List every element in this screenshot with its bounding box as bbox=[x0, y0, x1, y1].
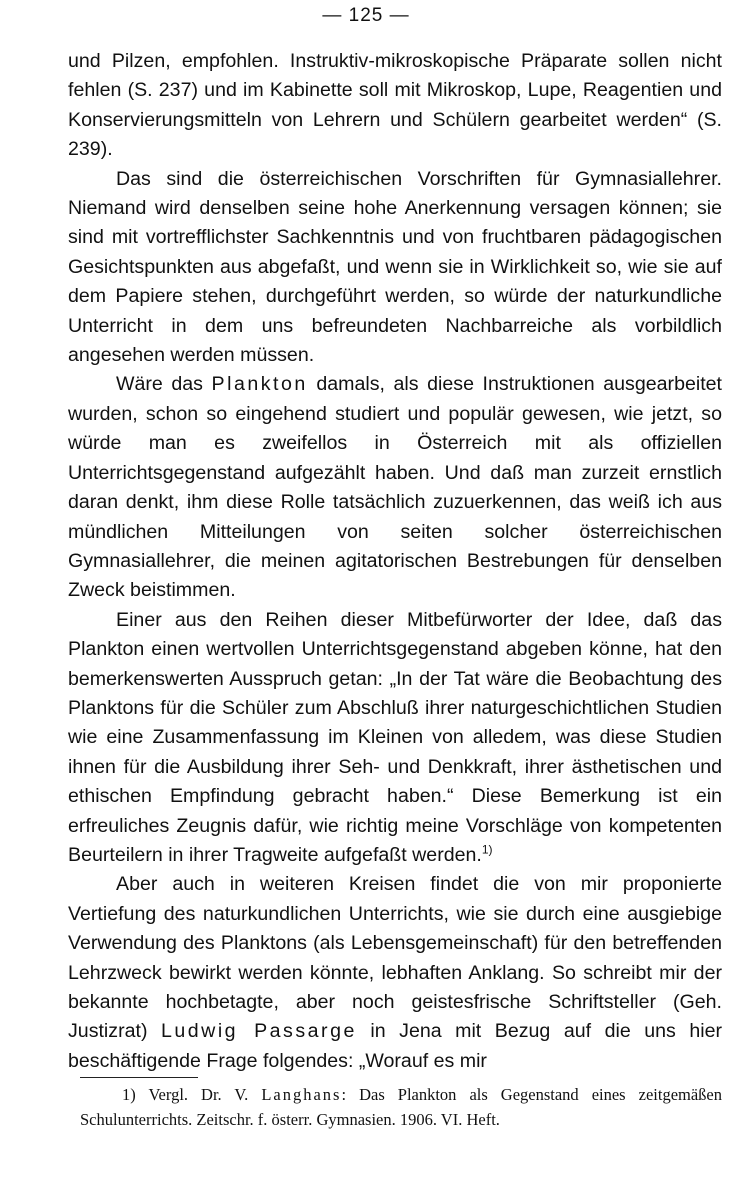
footnote bbox=[80, 1082, 722, 1132]
text-run: damals, als diese Instruktionen ausgearbeitet wurden, schon so eingehend studiert und populär gewesen, wie jetzt, so würde man es zweifellos in Österreich mit als offiziellen Unterrichtsgegenstand aufgezählt haben. Und daß man zurzeit ernstlich daran denkt, ihm diese Rolle tatsächlich zuzuerkennen, das weiß ich aus mündlichen Mitteilungen von seiten solcher österreichischen Gymnasiallehrer, die meinen agitatorischen Bestrebungen für denselben Zweck beistimmen. bbox=[68, 373, 723, 602]
paragraph bbox=[68, 165, 722, 371]
footnote-marker: 1) bbox=[481, 842, 493, 857]
text-run: und Pilzen, empfohlen. Instruktiv-mikroskopische Präparate sollen nicht fehlen (S. 237) und im Kabinette soll mit Mikroskop, Lupe, Reagentien und Konservierungsmitteln von Lehrern und Schülern gearbeitet werden“ (S. 239). bbox=[68, 50, 722, 161]
footnote-rule bbox=[80, 1077, 198, 1078]
text-run: Wäre das bbox=[116, 373, 212, 396]
text-run: 1) Vergl. Dr. V. bbox=[122, 1085, 262, 1104]
text-run: Das sind die österreichischen Vorschriften für Gymnasiallehrer. Niemand wird denselben seine hohe Anerkennung versagen können; sie sind mit vortrefflichster Sachkenntnis und von fruchtbaren pädagogischen Gesichtspunkten aus abgefaßt, und wenn sie in Wirklichkeit so, wie sie auf dem Papiere stehen, durchgeführt werden, so würde der naturkundliche Unterricht in dem uns befreundeten Nachbarreiche als vorbildlich angesehen werden müssen. bbox=[68, 167, 722, 367]
paragraph bbox=[68, 47, 722, 165]
body-text bbox=[68, 47, 722, 1076]
spaced-emphasis: Ludwig Passarge bbox=[160, 1020, 357, 1043]
paragraph bbox=[68, 370, 722, 605]
text-run: Einer aus den Reihen dieser Mitbefürworter der Idee, daß das Plankton einen wertvollen Unterrichtsgegenstand abgeben könne, hat den bemerkenswerten Ausspruch getan: „In der Tat wäre die Beobachtung des Planktons für die Schüler zum Abschluß ihrer naturgeschichtlichen Studien wie eine Zusammenfassung im Kleinen von alledem, was diese Studien ihnen für die Ausbildung ihrer Seh- und Denkkraft, ihrer ästhetischen und ethischen Empfindung gebracht haben.“ Diese Bemerkung ist ein erfreuliches Zeugnis dafür, wie richtig meine Vorschläge von kompetenten Beurteilern in ihrer Tragweite aufgefaßt werden. bbox=[68, 608, 722, 866]
paragraph bbox=[68, 606, 722, 871]
paragraph bbox=[68, 870, 722, 1076]
text-run: : Das Plankton als Gegenstand eines zeitgemäßen Schulunterrichts. Zeitschr. f. österr. Gymnasien. 1906. VI. Heft. bbox=[80, 1085, 722, 1129]
text-run: Aber auch in weiteren Kreisen findet die von mir proponierte Vertiefung des naturkundlichen Unterrichts, wie sie durch eine ausgiebige Verwendung des Planktons (als Lebensgemeinschaft) für den betreffenden Lehrzweck bewirkt werden könnte, lebhaften Anklang. So schreibt mir der bekannte hochbetagte, aber noch geistesfrische Schriftsteller (Geh. Justizrat) bbox=[68, 873, 722, 1043]
text-run: in Jena mit Bezug auf die uns hier beschäftigende Frage folgendes: „Worauf es mir bbox=[68, 1020, 723, 1072]
spaced-emphasis: Plankton bbox=[211, 373, 308, 396]
spaced-emphasis: Langhans bbox=[261, 1085, 342, 1104]
page-number: — 125 — bbox=[322, 5, 410, 26]
footnote-text bbox=[80, 1082, 722, 1132]
